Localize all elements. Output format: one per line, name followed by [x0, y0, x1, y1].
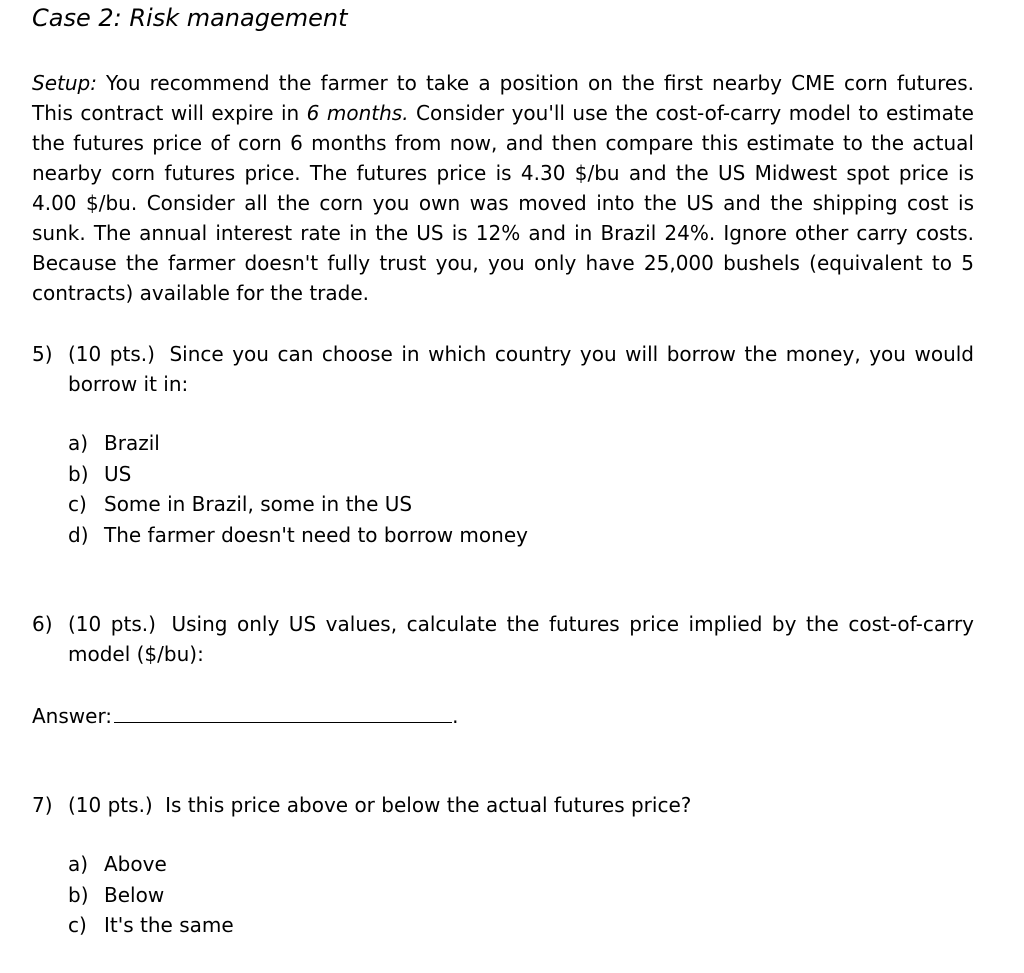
option-a[interactable] [68, 849, 234, 880]
option-letter: c) [68, 913, 87, 937]
option-letter: b) [68, 461, 89, 486]
setup-expiry: 6 months. [306, 101, 409, 125]
option-d[interactable] [68, 520, 528, 551]
option-text: US [104, 461, 132, 486]
option-b[interactable] [68, 880, 234, 911]
option-letter: c) [68, 492, 87, 516]
question-5-options [68, 428, 528, 550]
case-title: Case 2: Risk management [32, 4, 348, 32]
option-text: Above [104, 852, 167, 876]
question-5 [32, 339, 974, 399]
option-a[interactable] [68, 428, 528, 459]
question-points: (10 pts.) [68, 793, 153, 817]
question-points: (10 pts.) [68, 612, 156, 636]
option-b[interactable] [68, 459, 528, 490]
setup-text-1: You recommend the farmer to take a position on the first nearby CME corn futures. This contract will expire in [32, 71, 975, 125]
answer-period: . [452, 704, 459, 728]
setup-label: Setup: [32, 71, 97, 95]
question-number: 5) [32, 342, 53, 366]
question-7 [32, 790, 974, 820]
answer-row [32, 700, 458, 731]
option-c[interactable] [68, 489, 528, 520]
question-7-options [68, 849, 234, 941]
question-6 [32, 609, 974, 669]
setup-text-2: Consider you'll use the cost-of-carry model to estimate the futures price of corn 6 months from now, and then compare this estimate to the actual nearby corn futures price. The futures price is 4.30 $/bu and the US Midwest spot price is 4.00 $/bu. Consider all the corn you own was moved into the US and the shipping cost is sunk. The annual interest rate in the US is 12% and in Brazil 24%. Ignore other carry costs. Because the farmer doesn't fully trust you, you only have 25,000 bushels (equivalent to 5 contracts) available for the trade. [32, 101, 974, 305]
option-letter: d) [68, 522, 89, 547]
option-letter: a) [68, 431, 89, 455]
question-number: 7) [32, 793, 53, 817]
answer-label: Answer: [32, 704, 113, 728]
option-letter: b) [68, 882, 89, 907]
option-text: Below [104, 882, 165, 907]
option-text: Some in Brazil, some in the US [104, 492, 413, 516]
option-text: Brazil [104, 431, 160, 455]
answer-blank-input[interactable] [114, 700, 452, 723]
question-number: 6) [32, 612, 53, 636]
question-points: (10 pts.) [68, 342, 155, 366]
setup-paragraph [32, 68, 974, 308]
option-c[interactable] [68, 910, 234, 941]
option-text: The farmer doesn't need to borrow money [104, 522, 528, 547]
option-letter: a) [68, 852, 89, 876]
question-text: Using only US values, calculate the futures price implied by the cost-of-carry model ($/bu): [68, 612, 975, 666]
question-text: Since you can choose in which country you will borrow the money, you would borrow it in: [68, 342, 974, 396]
option-text: It's the same [104, 913, 234, 937]
question-text: Is this price above or below the actual futures price? [165, 793, 692, 817]
